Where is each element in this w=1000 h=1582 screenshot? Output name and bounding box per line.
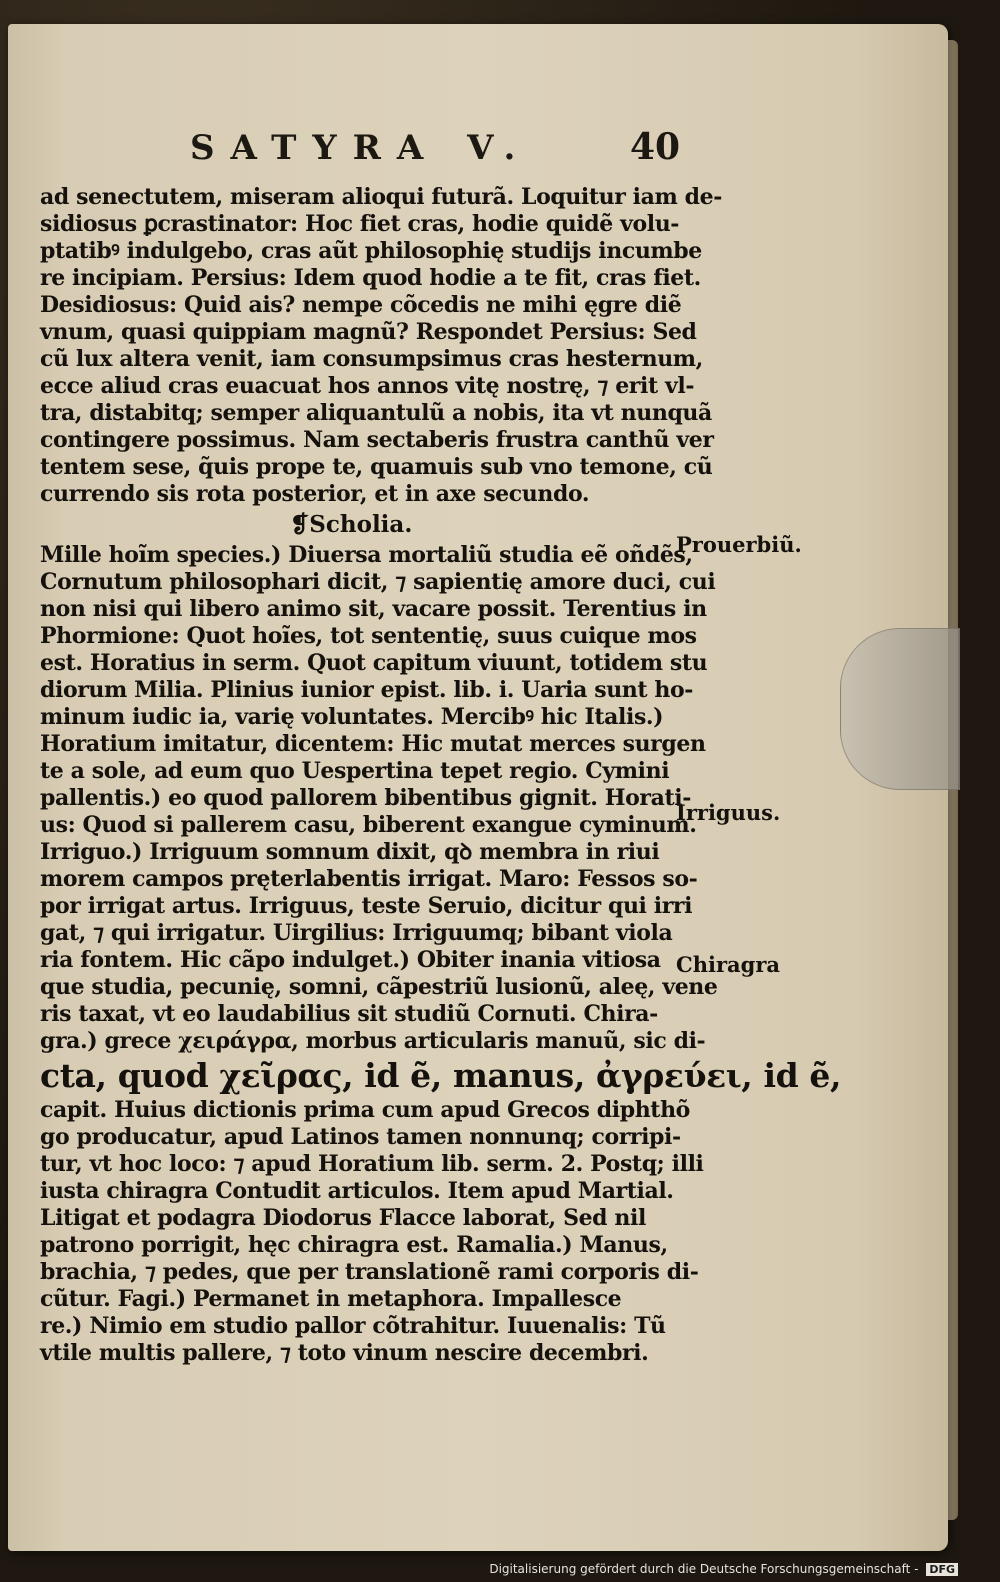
scholia-line: go producatur, apud Latinos tamen nonnunq; corripi- — [40, 1124, 681, 1150]
scholia-line: gat, ⁊ qui irrigatur. Uirgilius: Irriguumq; bibant viola — [40, 920, 673, 946]
footer-credit — [489, 1562, 958, 1580]
scholia-line: capit. Huius dictionis prima cum apud Grecos diphthõ — [40, 1097, 690, 1123]
text-line: vnum, quasi quippiam magnũ? Respondet Persius: Sed — [40, 319, 697, 345]
text-line: cũ lux altera venit, iam consumpsimus cras hesternum, — [40, 346, 703, 372]
large-type-line: cta, quod χεῖρας, id ẽ, manus, ἀγρεύει, id ẽ, — [40, 1056, 842, 1095]
scholia-line: minum iudic ia, varię voluntates. Mercibꝰ hic Italis.) — [40, 704, 664, 730]
text-line: tentem sese, q̃uis prope te, quamuis sub vno temone, cũ — [40, 454, 713, 480]
text-line: contingere possimus. Nam sectaberis frustra canthũ ver — [40, 427, 714, 453]
page-clip — [840, 628, 960, 790]
scholia-line: non nisi qui libero animo sit, vacare possit. Terentius in — [40, 596, 707, 622]
page-number: 40 — [630, 126, 681, 168]
footer-credit-text: Digitalisierung gefördert durch die Deutsche Forschungsgemeinschaft - — [489, 1562, 919, 1576]
commentary-paragraph — [40, 184, 722, 508]
scholia-line: morem campos pręterlabentis irrigat. Maro: Fessos so- — [40, 866, 698, 892]
scholia-line: gra.) grece χειράγρα, morbus articularis manuũ, sic di- — [40, 1028, 706, 1054]
section-heading: ❡Scholia. — [290, 511, 413, 538]
scholia-line: Horatium imitatur, dicentem: Hic mutat merces surgen — [40, 731, 706, 757]
scholia-line: re.) Nimio em studio pallor cõtrahitur. Iuuenalis: Tũ — [40, 1313, 666, 1339]
scholia-line: tur, vt hoc loco: ⁊ apud Horatium lib. serm. 2. Postq; illi — [40, 1151, 704, 1177]
margin-note-chiragra: Chiragra — [676, 952, 780, 977]
scholia-line: cũtur. Fagi.) Permanet in metaphora. Impallesce — [40, 1286, 622, 1312]
scholia-line: vtile multis pallere, ⁊ toto vinum nescire decembri. — [40, 1340, 649, 1366]
scholia-line: te a sole, ad eum quo Uespertina tepet regio. Cymini — [40, 758, 670, 784]
scholia-line: ris taxat, vt eo laudabilius sit studiũ Cornuti. Chira- — [40, 1001, 658, 1027]
scholia-line: Litigat et podagra Diodorus Flacce laborat, Sed nil — [40, 1205, 646, 1231]
text-line: re incipiam. Persius: Idem quod hodie a te fit, cras fiet. — [40, 265, 701, 291]
dfg-logo: DFG — [926, 1563, 958, 1576]
scholia-line: brachia, ⁊ pedes, que per translationẽ rami corporis di- — [40, 1259, 699, 1285]
scholia-line: iusta chiragra Contudit articulos. Item apud Martial. — [40, 1178, 674, 1204]
scholia-line: Mille hoĩm species.) Diuersa mortaliũ studia eẽ oñdẽs, — [40, 542, 693, 568]
margin-note-irriguus: Irriguus. — [676, 800, 781, 825]
text-line: ptatibꝰ indulgebo, cras aũt philosophię studijs incumbe — [40, 238, 702, 264]
scholia-line: por irrigat artus. Irriguus, teste Seruio, dicitur qui irri — [40, 893, 693, 919]
scholia-line: pallentis.) eo quod pallorem bibentibus gignit. Horati- — [40, 785, 691, 811]
margin-note-prouerbium: Prouerbiũ. — [676, 532, 802, 557]
scholia-line: ria fontem. Hic cãpo indulget.) Obiter inania vitiosa — [40, 947, 661, 973]
scholia-line: diorum Milia. Plinius iunior epist. lib. i. Uaria sunt ho- — [40, 677, 694, 703]
text-line: currendo sis rota posterior, et in axe secundo. — [40, 481, 590, 507]
scholia-line: Irriguo.) Irriguum somnum dixit, qꝺ membra in riui — [40, 839, 660, 865]
text-line: ad senectutem, miseram alioqui futurã. Loquitur iam de- — [40, 184, 722, 210]
scholia-line: Phormione: Quot hoĩes, tot sententię, suus cuique mos — [40, 623, 697, 649]
scholia-line: us: Quod si pallerem casu, biberent exangue cyminum. — [40, 812, 697, 838]
scholia-line: patrono porrigit, hęc chiragra est. Ramalia.) Manus, — [40, 1232, 668, 1258]
scholia-line: que studia, pecunię, somni, cãpestriũ lusionũ, aleę, vene — [40, 974, 718, 1000]
text-line: sidiosus ꝑcrastinator: Hoc fiet cras, hodie quidẽ volu- — [40, 211, 680, 237]
text-line: tra, distabitq; semper aliquantulũ a nobis, ita vt nunquã — [40, 400, 712, 426]
running-title: SATYRA V. — [190, 128, 532, 168]
text-line: ecce aliud cras euacuat hos annos vitę nostrę, ⁊ erit vl- — [40, 373, 695, 399]
scholia-line: Cornutum philosophari dicit, ⁊ sapientię amore duci, cui — [40, 569, 716, 595]
text-line: Desidiosus: Quid ais? nempe cõcedis ne mihi ęgre diẽ — [40, 292, 682, 318]
scholia-line: est. Horatius in serm. Quot capitum viuunt, totidem stu — [40, 650, 708, 676]
page-header — [190, 128, 690, 174]
